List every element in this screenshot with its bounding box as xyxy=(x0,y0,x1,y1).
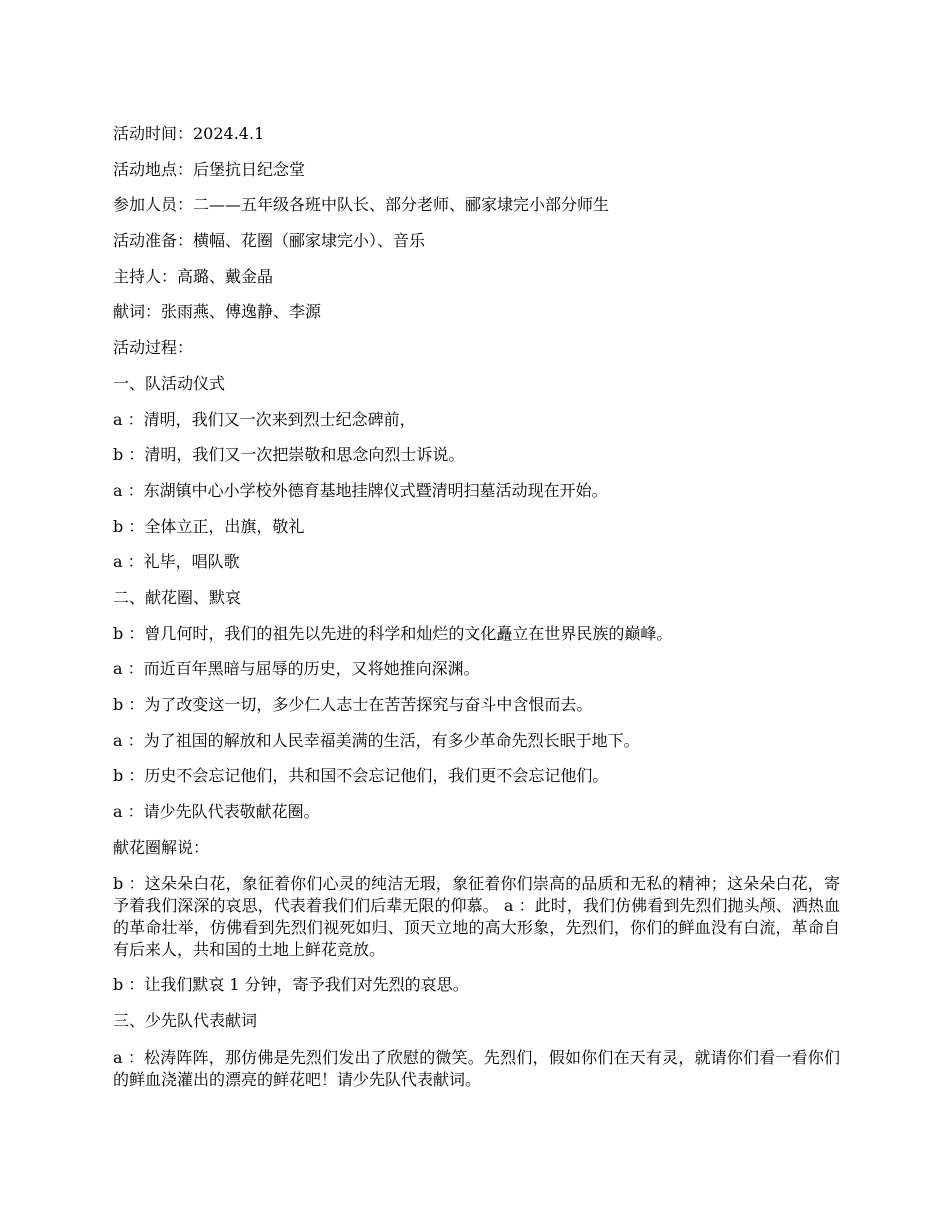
document-page xyxy=(113,124,840,1104)
section-heading-2: 二、献花圈、默哀 xyxy=(113,587,242,607)
speech-givers: 献词：张雨燕、傅逸静、李源 xyxy=(113,302,322,322)
script-line: b ：为了改变这一切，多少仁人志士在苦苦探究与奋斗中含恨而去。 xyxy=(113,695,593,714)
script-line: a ：而近百年黑暗与屈辱的历史，又将她推向深渊。 xyxy=(113,659,480,679)
process-label: 活动过程： xyxy=(113,338,194,358)
wreath-commentary-paragraph: b ：这朵朵白花，象征着你们心灵的纯洁无瑕，象征着你们崇高的品质和无私的精神；这朵朵白花，寄予着我们深深的哀思，代表着我们们后辈无限的仰慕。 a ：此时，我们仿佛看到先烈们抛头颅、洒热血的革命壮举，仿佛看到先烈们视死如归、顶天立地的高大形象，先烈们，你们的鲜血没有白流，革命自有后来人，共和国的土地上鲜花竞放。 xyxy=(113,874,840,960)
section-heading-1: 一、队活动仪式 xyxy=(113,373,226,393)
script-line: a ：礼毕，唱队歌 xyxy=(113,552,240,572)
tribute-paragraph: a ：松涛阵阵，那仿佛是先烈们发出了欣慰的微笑。先烈们，假如你们在天有灵，就请你们看一看你们的鲜血浇灌出的漂亮的鲜花吧！请少先队代表献词。 xyxy=(113,1047,840,1089)
activity-location: 活动地点：后堡抗日纪念堂 xyxy=(113,159,306,179)
script-line: b ：让我们默哀 1 分钟，寄予我们对先烈的哀思。 xyxy=(113,975,469,995)
section-heading-3: 三、少先队代表献词 xyxy=(113,1010,258,1030)
hosts: 主持人：高璐、戴金晶 xyxy=(113,266,274,286)
participants: 参加人员：二——五年级各班中队长、部分老师、郦家埭完小部分师生 xyxy=(113,195,610,215)
script-line: a ：请少先队代表敬献花圈。 xyxy=(113,802,320,822)
activity-time: 活动时间：2024.4.1 xyxy=(113,124,265,143)
wreath-commentary-label: 献花圈解说： xyxy=(113,837,210,857)
preparation: 活动准备：横幅、花圈（郦家埭完小）、音乐 xyxy=(113,231,426,251)
script-line: a ：东湖镇中心小学校外德育基地挂牌仪式暨清明扫墓活动现在开始。 xyxy=(113,480,608,500)
script-line: a ：清明，我们又一次来到烈士纪念碑前， xyxy=(113,409,416,429)
script-line: b ：历史不会忘记他们，共和国不会忘记他们，我们更不会忘记他们。 xyxy=(113,766,609,786)
script-line: b ：全体立正，出旗，敬礼 xyxy=(113,516,305,536)
script-line: b ：清明，我们又一次把崇敬和思念向烈士诉说。 xyxy=(113,445,465,465)
script-line: b ：曾几何时，我们的祖先以先进的科学和灿烂的文化矗立在世界民族的巅峰。 xyxy=(113,623,673,643)
script-line: a ：为了祖国的解放和人民幸福美满的生活，有多少革命先烈长眠于地下。 xyxy=(113,730,640,750)
